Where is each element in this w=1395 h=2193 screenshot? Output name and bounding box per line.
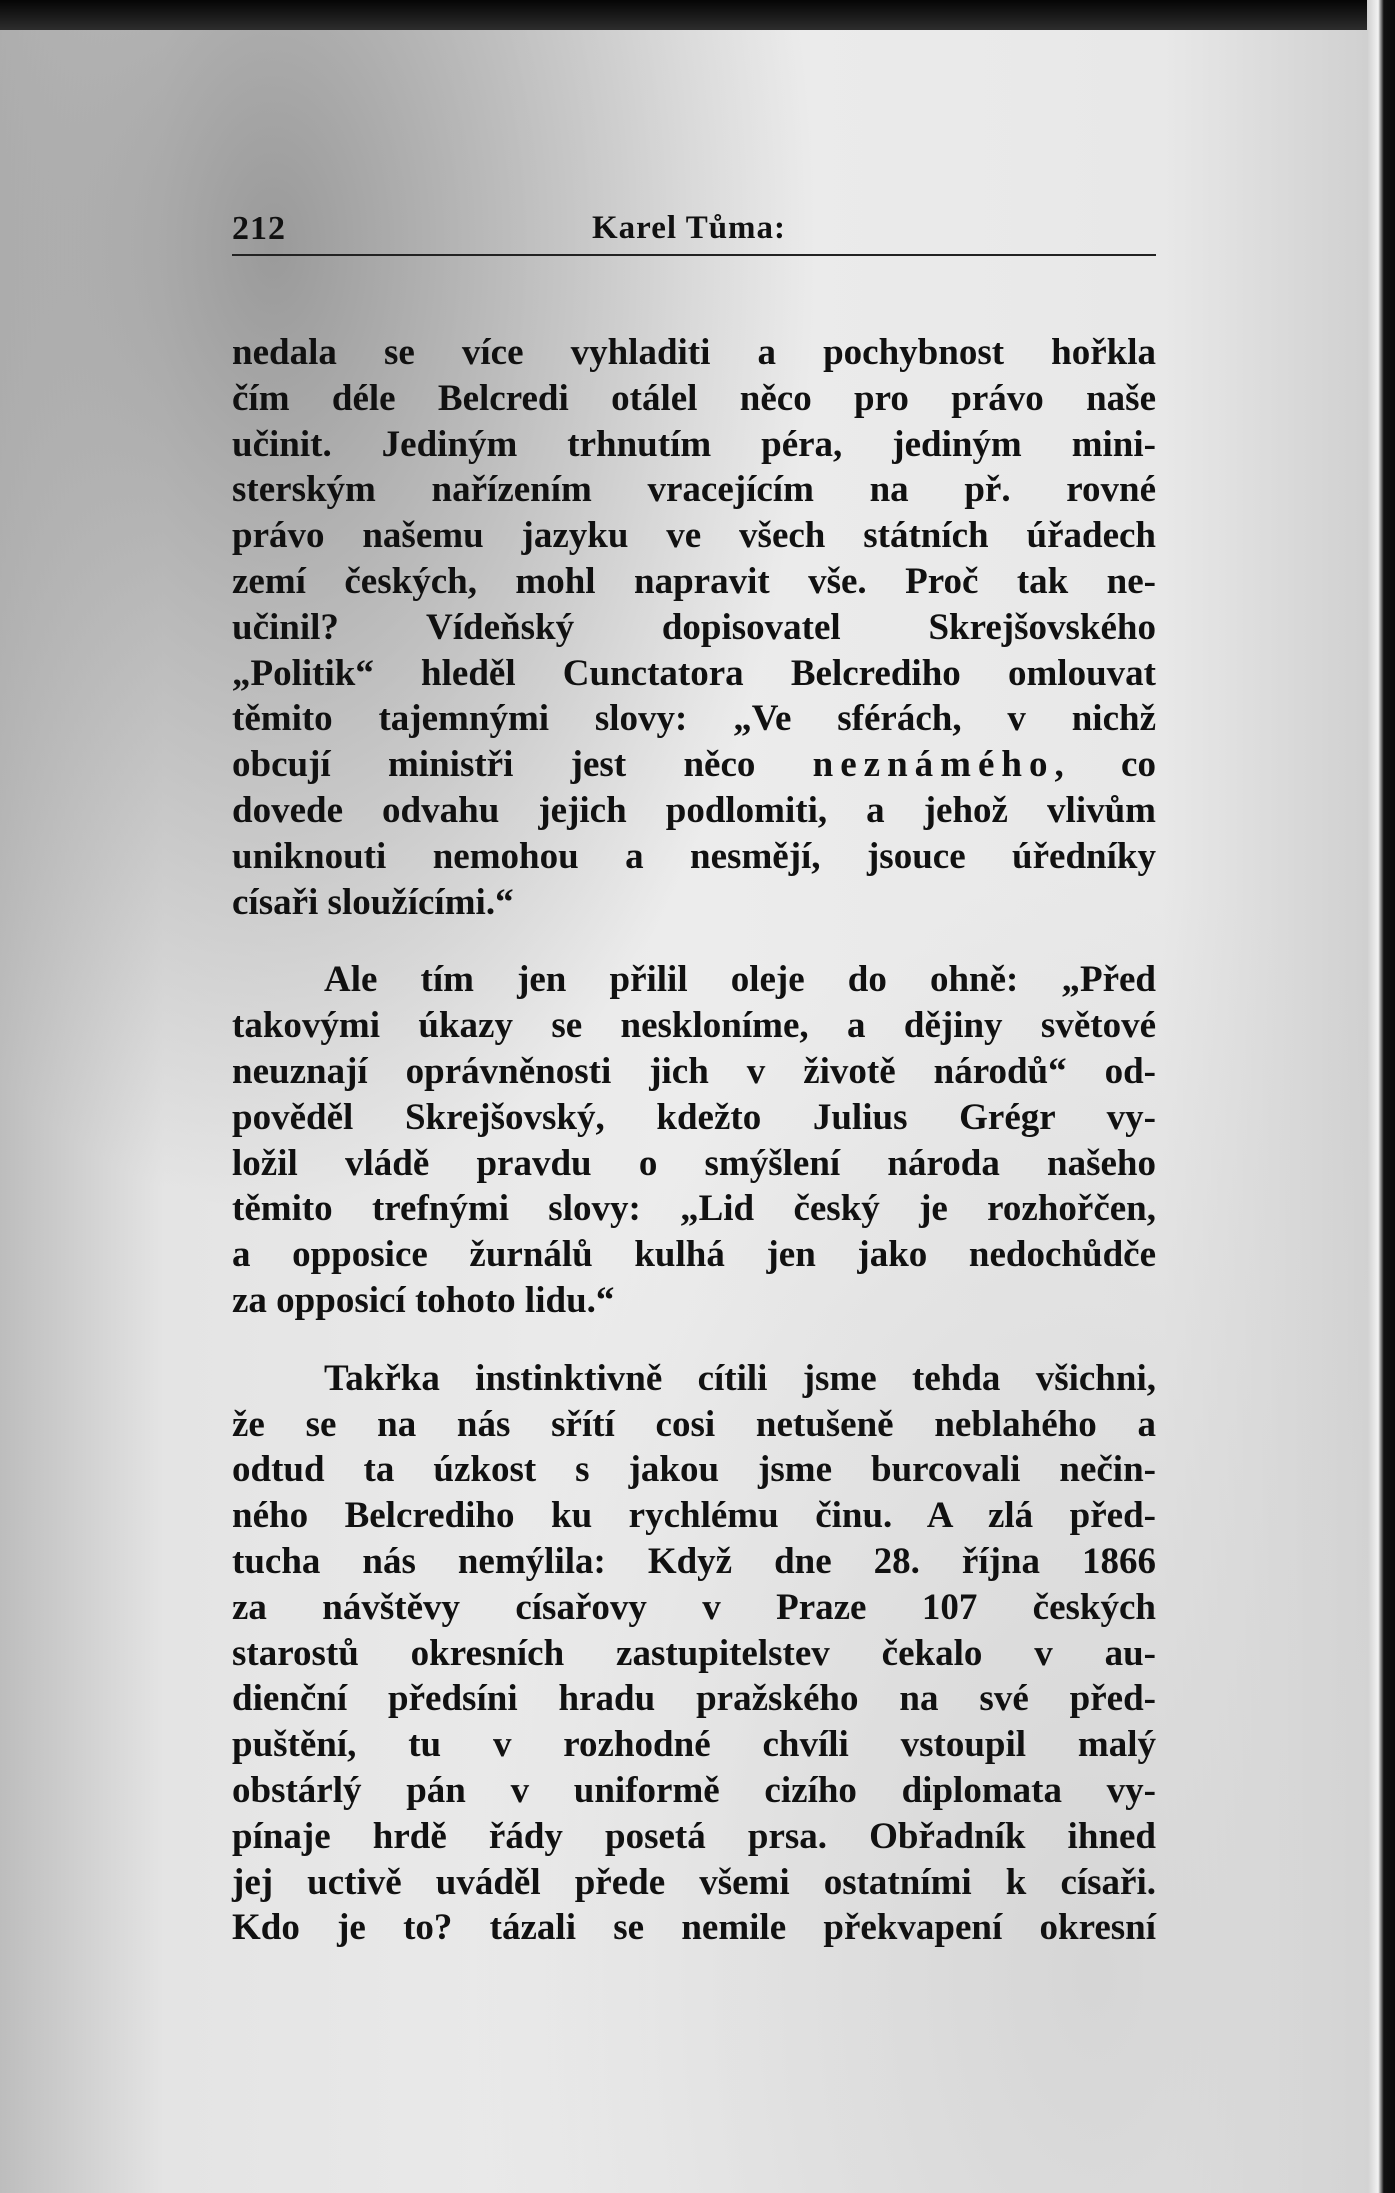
text-fragment: obcují ministři jest něco	[232, 744, 813, 786]
text-line: a opposice žurnálů kulhá jen jako nedochůdče	[232, 1234, 1156, 1276]
text-line: tucha nás nemýlila: Když dne 28. října 1866	[232, 1540, 1156, 1582]
scan-border-right	[1367, 0, 1395, 2193]
text-line: čím déle Belcredi otálel něco pro právo naše	[232, 377, 1156, 419]
text-line: „Politik“ hleděl Cunctatora Belcrediho omlouvat	[232, 652, 1156, 694]
text-line: obstárlý pán v uniformě cizího diplomata vy-	[232, 1769, 1156, 1811]
text-line: uniknouti nemohou a nesmějí, jsouce úředníky	[232, 835, 1156, 877]
text-line: pínaje hrdě řády posetá prsa. Obřadník ihned	[232, 1815, 1156, 1857]
body-text	[232, 330, 1156, 1951]
paragraph-2	[232, 957, 1156, 1323]
text-line-emphasis	[232, 742, 1156, 788]
text-line: ného Belcrediho ku rychlému činu. A zlá před-	[232, 1495, 1156, 1537]
text-line: ložil vládě pravdu o smýšlení národa našeho	[232, 1142, 1156, 1184]
text-line: starostů okresních zastupitelstev čekalo v au-	[232, 1632, 1156, 1674]
running-head: Karel Tůma:	[592, 210, 787, 246]
text-line: za opposicí tohoto lidu.“	[232, 1279, 615, 1321]
text-line: dovede odvahu jejich podlomiti, a jehož vlivům	[232, 789, 1156, 831]
text-line: dienční předsíni hradu pražského na své před-	[232, 1678, 1156, 1720]
text-line: Kdo je to? tázali se nemile překvapení okresní	[232, 1907, 1156, 1949]
text-line: nedala se více vyhladiti a pochybnost hořkla	[232, 332, 1156, 373]
text-line: zemí českých, mohl napravit vše. Proč tak ne-	[232, 560, 1156, 602]
paragraph-3	[232, 1356, 1156, 1951]
text-line: císaři sloužícími.“	[232, 881, 514, 923]
text-line: jej uctivě uváděl přede všemi ostatními k císaři.	[232, 1861, 1156, 1903]
text-line: pověděl Skrejšovský, kdežto Julius Grégr vy-	[232, 1096, 1156, 1138]
text-line: učinit. Jediným trhnutím péra, jediným mini-	[232, 423, 1156, 465]
text-line: Takřka instinktivně cítili jsme tehda všichni,	[324, 1357, 1156, 1399]
spaced-emphasis: neznámého	[812, 744, 1055, 786]
text-line: odtud ta úzkost s jakou jsme burcovali nečin-	[232, 1449, 1156, 1491]
text-line: za návštěvy císařovy v Praze 107 českých	[232, 1586, 1156, 1628]
text-line: sterským nařízením vracejícím na př. rovné	[232, 469, 1156, 511]
text-line: Ale tím jen přilil oleje do ohně: „Před	[324, 959, 1156, 1001]
text-line: právo našemu jazyku ve všech státních úřadech	[232, 515, 1156, 557]
page-header	[232, 210, 1156, 256]
text-line: puštění, tu v rozhodné chvíli vstoupil malý	[232, 1724, 1156, 1766]
page-number: 212	[232, 210, 286, 247]
paragraph-1	[232, 330, 1156, 925]
book-page	[0, 30, 1368, 2193]
text-line: těmito trefnými slovy: „Lid český je rozhořčen,	[232, 1188, 1156, 1230]
text-line: takovými úkazy se neskloníme, a dějiny světové	[232, 1005, 1156, 1047]
text-line: neuznají oprávněnosti jich v životě národů“ od-	[232, 1050, 1156, 1092]
text-line: těmito tajemnými slovy: „Ve sférách, v nichž	[232, 698, 1156, 740]
text-line: že se na nás sřítí cosi netušeně neblahého a	[232, 1403, 1156, 1445]
text-line: učinil? Vídeňský dopisovatel Skrejšovského	[232, 606, 1156, 648]
text-fragment: , co	[1054, 744, 1156, 786]
